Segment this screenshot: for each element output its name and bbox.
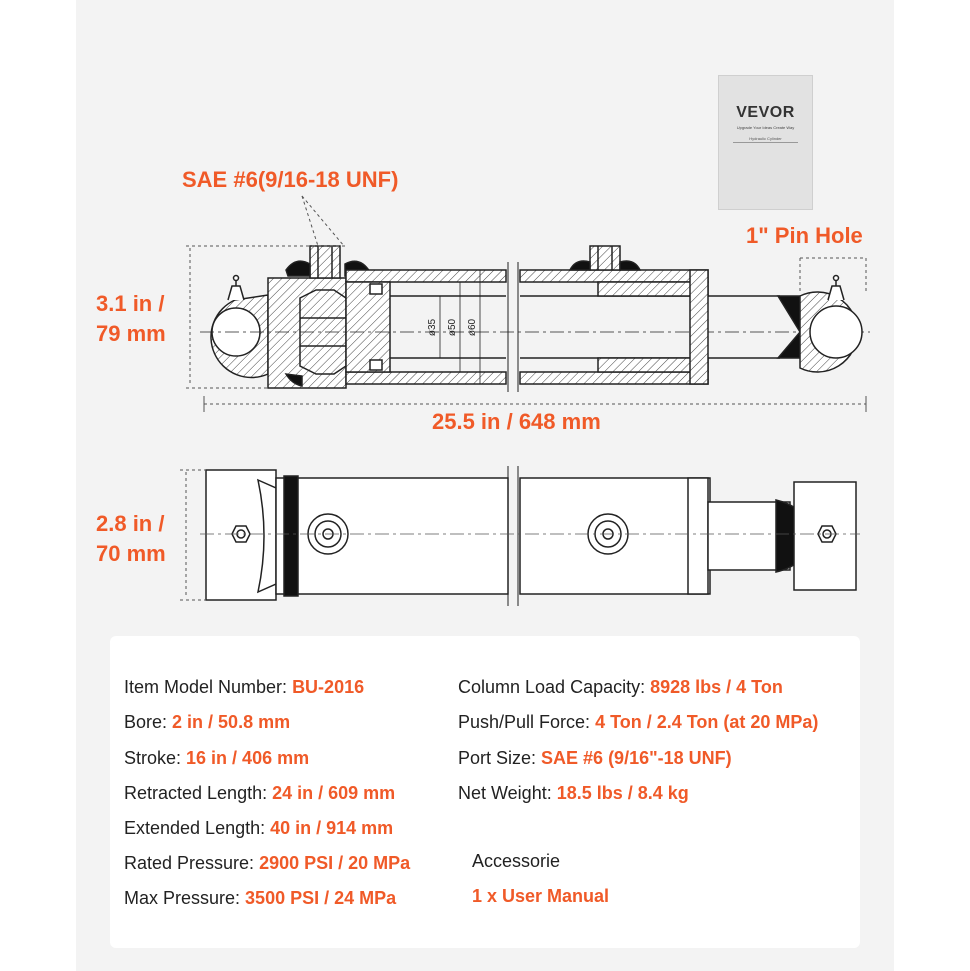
- rear-pin-eye: [211, 276, 268, 378]
- bottom-height-label-line1: 2.8 in /: [96, 511, 165, 536]
- spec-model: Item Model Number: BU-2016: [124, 677, 365, 697]
- bottom-height-label-line2: 70 mm: [96, 541, 166, 566]
- spec-card: [110, 636, 860, 948]
- user-manual-thumbnail: [718, 75, 813, 210]
- diameter-35-label: ø35: [427, 318, 439, 337]
- diameter-60-label: ø60: [467, 318, 479, 337]
- spec-retracted-length: Retracted Length: 24 in / 609 mm: [124, 783, 396, 803]
- manual-brand: VEVOR: [736, 104, 795, 121]
- spec-net-weight: Net Weight: 18.5 lbs / 8.4 kg: [458, 783, 689, 803]
- manual-subtitle: Hydraulic Cylinder: [749, 136, 782, 141]
- port-size-label: SAE #6(9/16-18 UNF): [182, 167, 399, 192]
- pin-hole-label: 1" Pin Hole: [746, 223, 863, 248]
- spec-max-pressure: Max Pressure: 3500 PSI / 24 MPa: [124, 888, 397, 908]
- top-height-label-line1: 3.1 in /: [96, 291, 165, 316]
- outside-view: [206, 466, 856, 606]
- rear-port: [310, 246, 340, 278]
- spec-bore: Bore: 2 in / 50.8 mm: [124, 712, 291, 732]
- barrel-top-wall: [346, 270, 506, 282]
- top-height-label-line2: 79 mm: [96, 321, 166, 346]
- accessory-item: 1 x User Manual: [472, 886, 610, 906]
- piston: [346, 282, 390, 372]
- diameter-50-label: ø50: [447, 318, 459, 337]
- section-view: [200, 246, 870, 392]
- spec-column-load: Column Load Capacity: 8928 lbs / 4 Ton: [458, 677, 783, 697]
- front-port: [590, 246, 620, 270]
- front-pin-eye: [800, 276, 862, 373]
- spec-extended-length: Extended Length: 40 in / 914 mm: [124, 818, 394, 838]
- spec-push-pull-force: Push/Pull Force: 4 Ton / 2.4 Ton (at 20 MPa): [458, 712, 819, 732]
- overall-length-label: 25.5 in / 648 mm: [432, 409, 601, 434]
- spec-port-size: Port Size: SAE #6 (9/16"-18 UNF): [458, 748, 732, 768]
- spec-rated-pressure: Rated Pressure: 2900 PSI / 20 MPa: [124, 853, 411, 873]
- manual-rule: [733, 142, 798, 143]
- barrel-bottom-wall: [346, 372, 506, 384]
- spec-stroke: Stroke: 16 in / 406 mm: [124, 748, 310, 768]
- manual-tagline: Upgrade Your Ideas Create Way: [736, 125, 795, 130]
- accessory-title: Accessorie: [472, 851, 561, 871]
